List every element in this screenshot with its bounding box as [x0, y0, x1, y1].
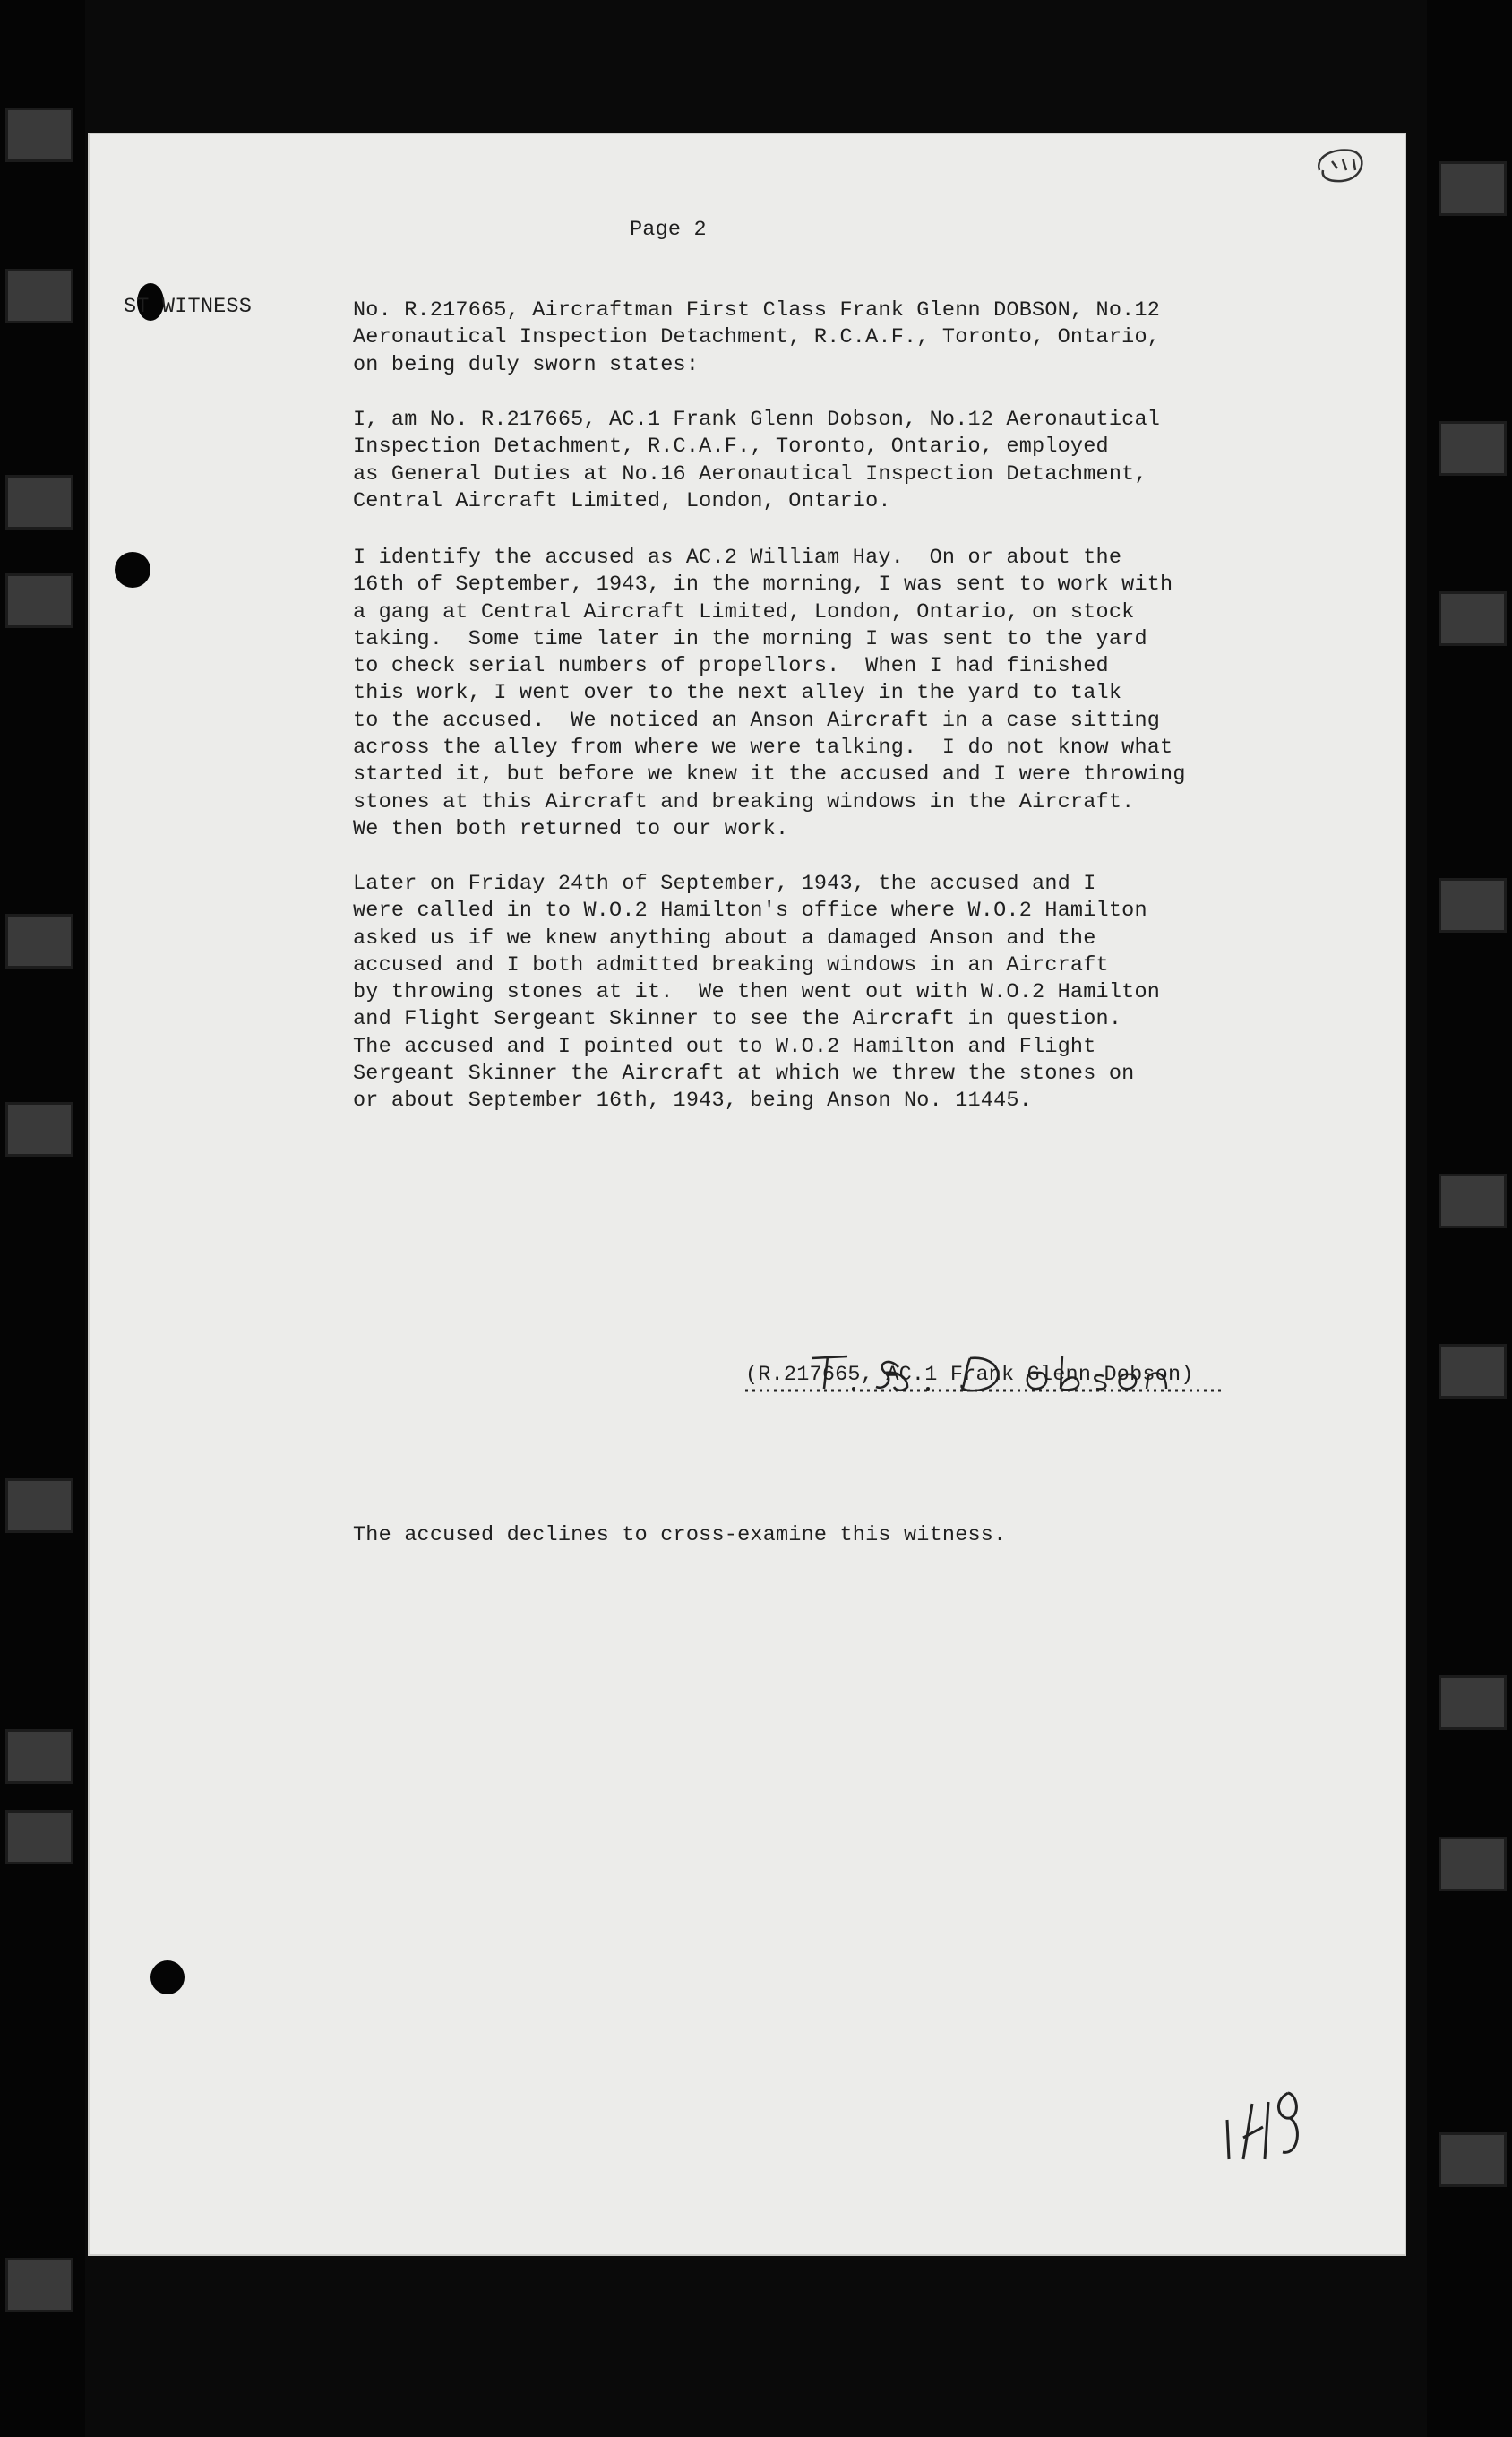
- film-perforation: [1439, 1837, 1507, 1891]
- film-perforation: [5, 573, 73, 628]
- film-perforation: [5, 475, 73, 530]
- film-perforation: [1439, 2132, 1507, 2187]
- film-perforation: [5, 2258, 73, 2312]
- signatory-printed-name: (R.217665, AC.1 Frank Glenn Dobson): [745, 1363, 1194, 1387]
- film-perforation: [1439, 161, 1507, 216]
- corner-stamp-mark: [1310, 143, 1373, 188]
- handwritten-folio-number: [1209, 2084, 1317, 2165]
- film-perforation: [5, 108, 73, 162]
- film-strip-left: [0, 0, 85, 2437]
- film-perforation: [5, 1478, 73, 1533]
- witness-margin-label: ST WITNESS: [124, 295, 253, 319]
- film-perforation: [1439, 1344, 1507, 1399]
- film-strip-right: [1427, 0, 1512, 2437]
- film-perforation: [5, 1810, 73, 1864]
- page-number-header: Page 2: [630, 218, 707, 242]
- film-perforation: [5, 914, 73, 969]
- film-perforation: [1439, 878, 1507, 933]
- witness-identity-paragraph: I, am No. R.217665, AC.1 Frank Glenn Dobson, No.12 Aeronautical Inspection Detachment, R.C.A.F., Toronto, Ontario, employed as General Duties at No.16 Aeronautical Inspection Detachment, Central Aircraft Limited, London, Ontario.: [353, 408, 1161, 513]
- witness-introduction-paragraph: No. R.217665, Aircraftman First Class Frank Glenn DOBSON, No.12 Aeronautical Inspection Detachment, R.C.A.F., Toronto, Ontario, on being duly sworn states:: [353, 298, 1161, 377]
- film-perforation: [1439, 1174, 1507, 1228]
- film-perforation: [5, 269, 73, 323]
- punch-hole-blot: [115, 552, 150, 588]
- punch-hole-blot: [150, 1960, 185, 1994]
- document-page: [88, 133, 1406, 2256]
- film-perforation: [1439, 591, 1507, 646]
- film-perforation: [5, 1102, 73, 1157]
- incident-account-paragraph: I identify the accused as AC.2 William Hay. On or about the 16th of September, 1943, in the morning, I was sent to work with a gang at Central Aircraft Limited, London, Ontario, on stock taking. Some time later in the morning I was sent to the yard to check serial numbers of propellors. When I had finished this work, I went over to the next alley in the yard to talk to the accused. We noticed an Anson Aircraft in a case sitting across the alley from where we were talking. I do not know what started it, but before we knew it the accused and I were throwing stones at this Aircraft and breaking windows in the Aircraft. We then both returned to our work.: [353, 546, 1186, 841]
- film-perforation: [5, 1729, 73, 1784]
- cross-examination-note: The accused declines to cross-examine this witness.: [353, 1523, 1007, 1547]
- film-perforation: [1439, 1675, 1507, 1730]
- admission-paragraph: Later on Friday 24th of September, 1943, the accused and I were called in to W.O.2 Hamilton's office where W.O.2 Hamilton asked us if we knew anything about a damaged Anson and the accused and I both admitted breaking windows in an Aircraft by throwing stones at it. We then went out with W.O.2 Hamilton and Flight Sergeant Skinner to see the Aircraft in question. The accused and I pointed out to W.O.2 Hamilton and Flight Sergeant Skinner the Aircraft at which we threw the stones on or about September 16th, 1943, being Anson No. 11445.: [353, 872, 1161, 1114]
- film-perforation: [1439, 421, 1507, 476]
